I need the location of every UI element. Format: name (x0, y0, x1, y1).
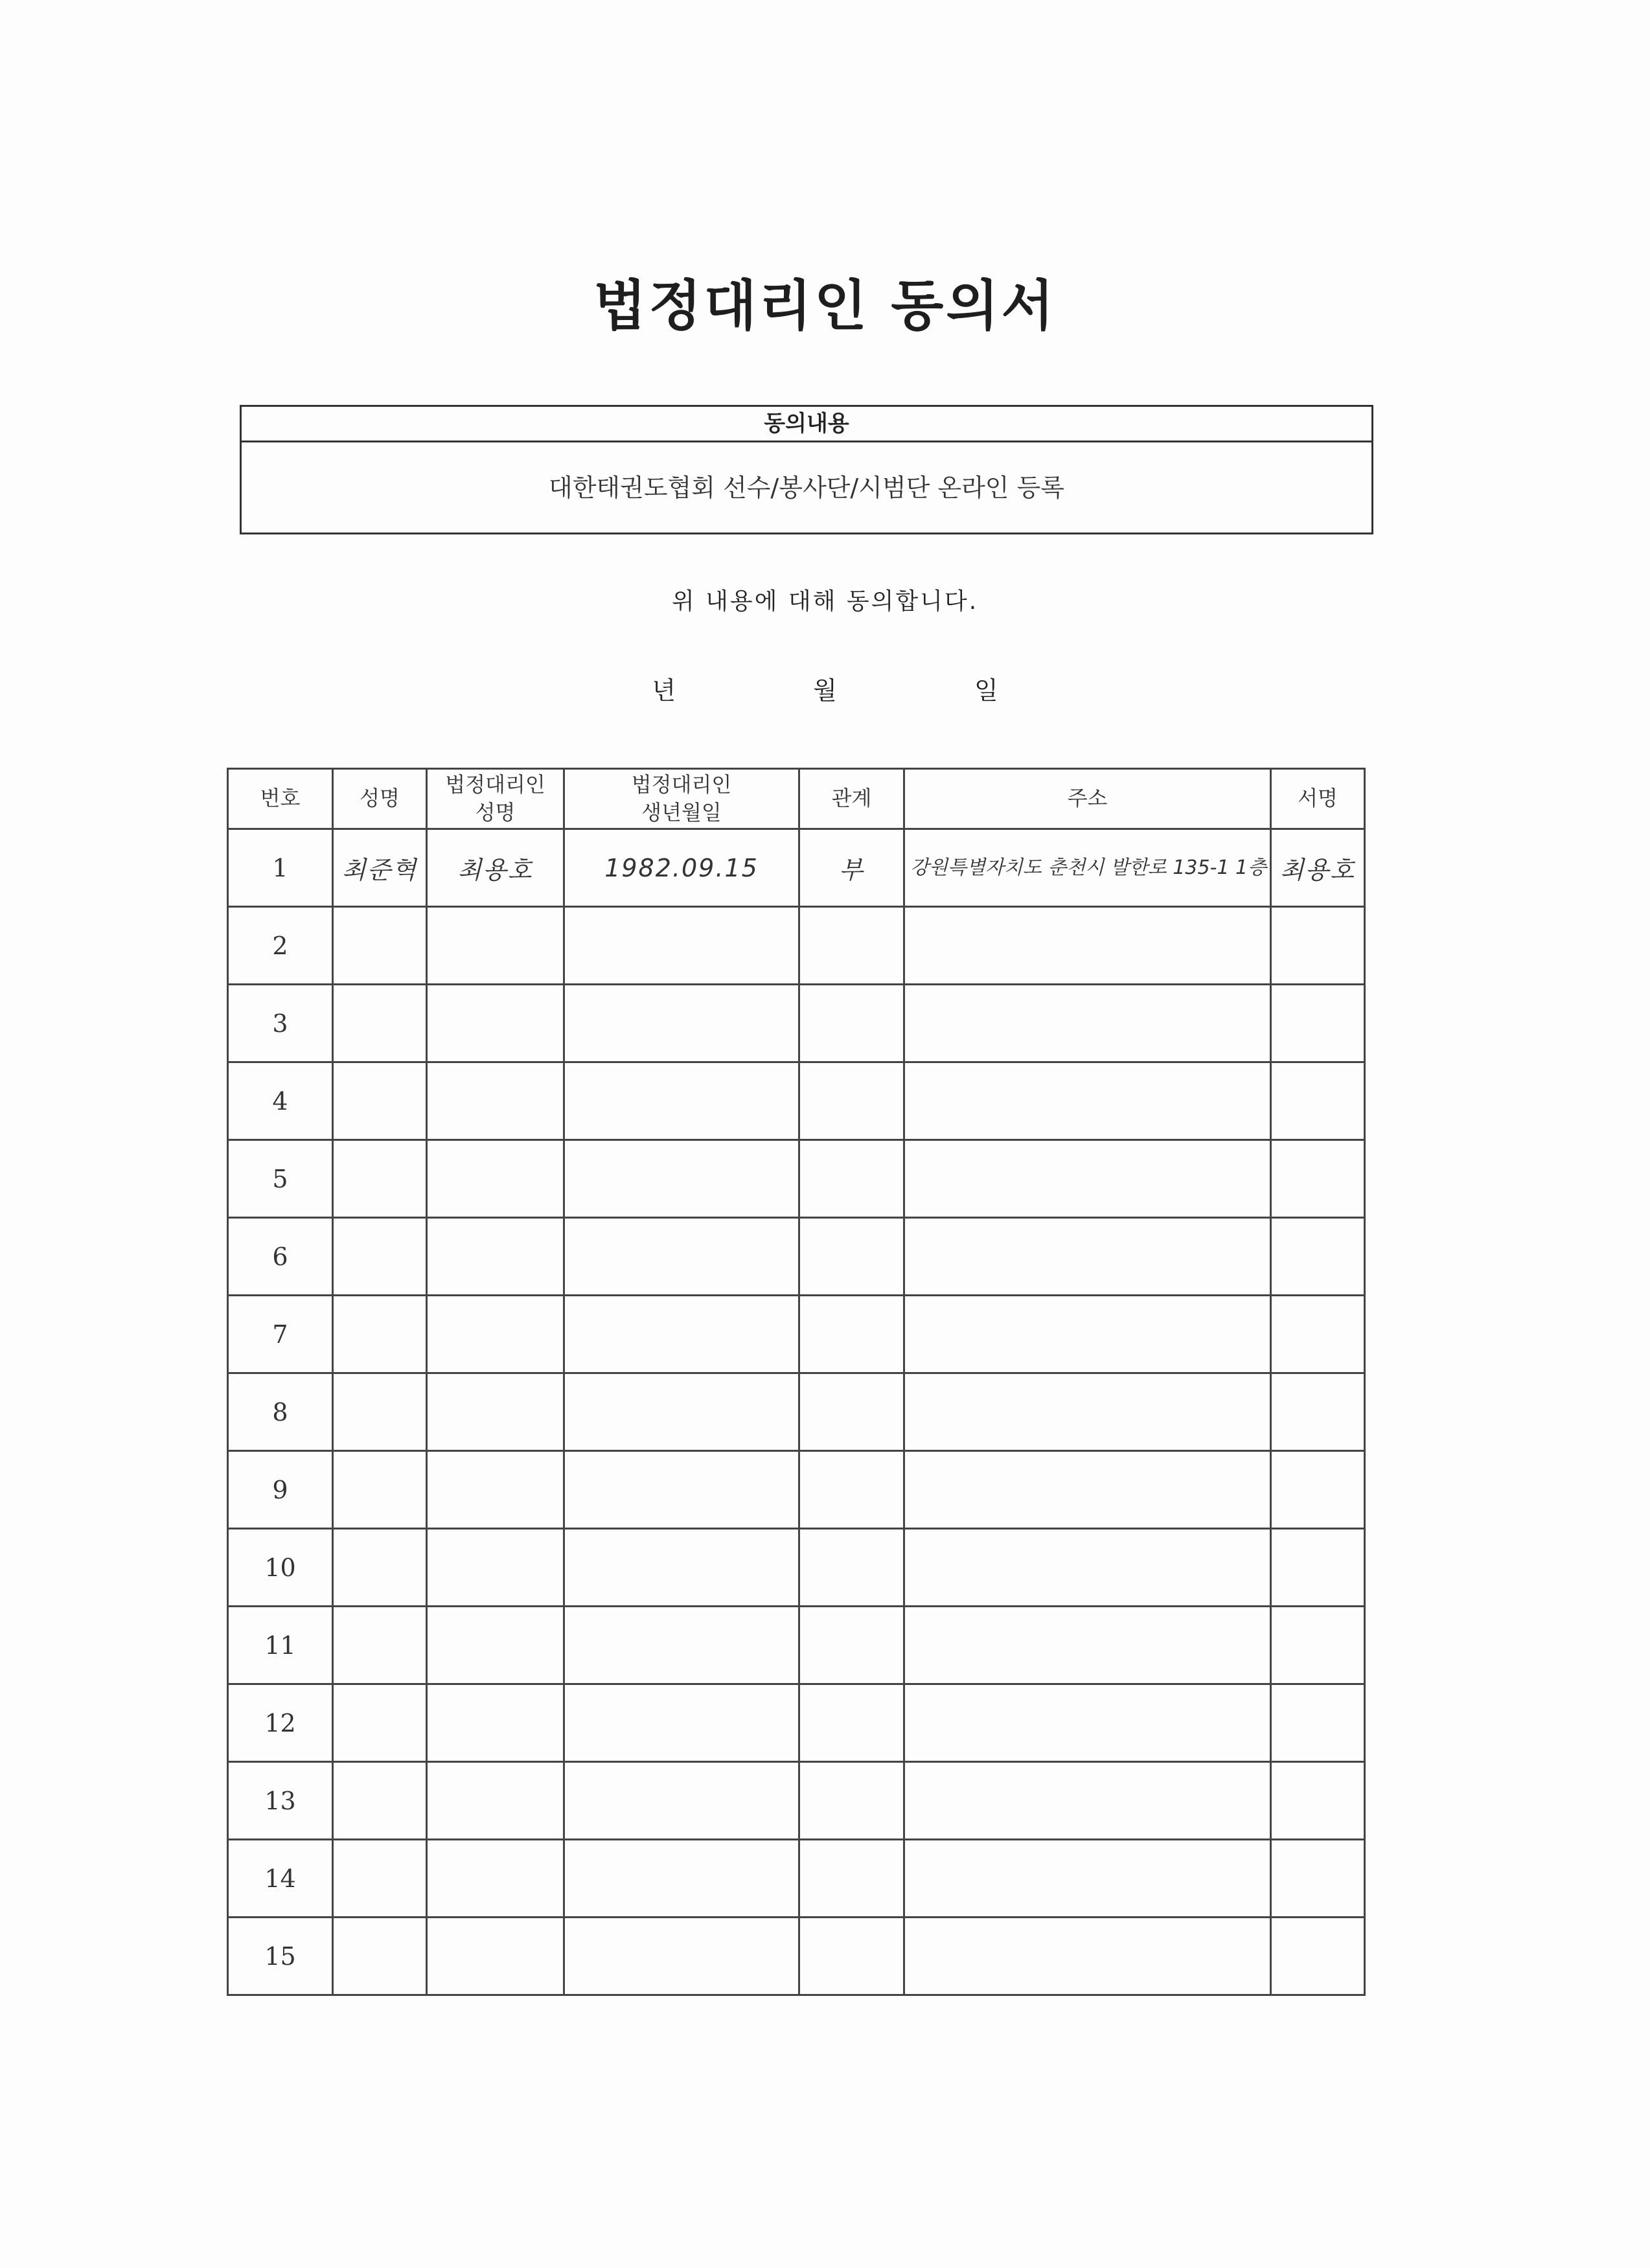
header-guardian-name-line2: 성명 (475, 800, 516, 825)
row-signature (1271, 1451, 1365, 1529)
row-address (904, 1684, 1271, 1762)
row-address (904, 1840, 1271, 1918)
row-name (333, 1451, 427, 1529)
row-signature (1271, 1684, 1365, 1762)
table-row (228, 1684, 1365, 1762)
header-guardian-name (427, 769, 564, 829)
date-year-label: 년 (652, 676, 676, 705)
consent-content-box (240, 405, 1373, 534)
header-number: 번호 (228, 769, 333, 829)
row-relation (799, 1762, 904, 1840)
row-name (333, 1762, 427, 1840)
table-row (228, 1918, 1365, 1995)
consent-header: 동의내용 (242, 407, 1371, 442)
row-number: 6 (228, 1218, 333, 1296)
row-address (904, 985, 1271, 1062)
row-relation (799, 907, 904, 985)
table-row (228, 1762, 1365, 1840)
row-relation (799, 1840, 904, 1918)
row-signature (1271, 1840, 1365, 1918)
row-signature (1271, 1918, 1365, 1995)
row-number: 10 (228, 1529, 333, 1607)
row-guardian-dob (564, 1529, 799, 1607)
row-address (904, 1140, 1271, 1218)
header-guardian-dob-line2: 생년월일 (641, 800, 722, 825)
row-guardian-name (427, 1762, 564, 1840)
row-guardian-name (427, 1840, 564, 1918)
row-guardian-dob (564, 1762, 799, 1840)
row-relation (799, 1684, 904, 1762)
row-guardian-name (427, 907, 564, 985)
row-guardian-name (427, 1684, 564, 1762)
row-address (904, 1296, 1271, 1373)
table-row (228, 985, 1365, 1062)
table-row (228, 1451, 1365, 1529)
table-row (228, 907, 1365, 985)
row-signature (1271, 1140, 1365, 1218)
row-guardian-dob (564, 1296, 799, 1373)
row-signature (1271, 1762, 1365, 1840)
row-signature (1271, 907, 1365, 985)
row-name (333, 907, 427, 985)
row-relation (799, 985, 904, 1062)
row-number: 7 (228, 1296, 333, 1373)
row-address (904, 1607, 1271, 1684)
row-name (333, 1218, 427, 1296)
guardian-table (227, 768, 1366, 1996)
row-guardian-dob (564, 1840, 799, 1918)
header-name: 성명 (333, 769, 427, 829)
row-number: 15 (228, 1918, 333, 1995)
table-row (228, 1373, 1365, 1451)
header-guardian-dob-line1: 법정대리인 (631, 772, 732, 797)
row-address (904, 1373, 1271, 1451)
row-guardian-name (427, 1140, 564, 1218)
date-line (0, 670, 1650, 706)
table-row (228, 1140, 1365, 1218)
row-number: 9 (228, 1451, 333, 1529)
table-row (228, 829, 1365, 907)
row-signature (1271, 1607, 1365, 1684)
row-signature (1271, 1296, 1365, 1373)
table-row (228, 1529, 1365, 1607)
row-name (333, 1607, 427, 1684)
row-relation (799, 1607, 904, 1684)
agreement-statement: 위 내용에 대해 동의합니다. (671, 588, 979, 615)
header-relation: 관계 (799, 769, 904, 829)
row-signature (1271, 985, 1365, 1062)
row-signature (1271, 1529, 1365, 1607)
row-relation (799, 1451, 904, 1529)
row-relation (799, 1062, 904, 1140)
row-guardian-name (427, 1373, 564, 1451)
row-guardian-dob (564, 985, 799, 1062)
row-number: 5 (228, 1140, 333, 1218)
row-relation: 부 (799, 829, 904, 907)
row-guardian-dob (564, 1684, 799, 1762)
row-guardian-name (427, 1218, 564, 1296)
row-number: 11 (228, 1607, 333, 1684)
row-name (333, 1840, 427, 1918)
row-address (904, 1918, 1271, 1995)
row-guardian-dob (564, 1918, 799, 1995)
row-number: 2 (228, 907, 333, 985)
row-guardian-name (427, 1918, 564, 1995)
row-name (333, 1296, 427, 1373)
row-guardian-dob (564, 907, 799, 985)
consent-content: 대한태권도협회 선수/봉사단/시범단 온라인 등록 (548, 474, 1064, 502)
row-name (333, 1062, 427, 1140)
header-address: 주소 (904, 769, 1271, 829)
row-guardian-dob (564, 1062, 799, 1140)
table-row (228, 1062, 1365, 1140)
row-number: 4 (228, 1062, 333, 1140)
row-address: 강원특별자치도 춘천시 발한로 135-1 1층 (904, 829, 1271, 907)
table-row (228, 1296, 1365, 1373)
row-number: 12 (228, 1684, 333, 1762)
row-relation (799, 1140, 904, 1218)
row-signature (1271, 1373, 1365, 1451)
date-month-label: 월 (813, 676, 837, 705)
row-relation (799, 1918, 904, 1995)
document-title: 법정대리인 동의서 (593, 274, 1057, 338)
row-guardian-dob (564, 1373, 799, 1451)
row-name (333, 1918, 427, 1995)
header-guardian-dob (564, 769, 799, 829)
header-guardian-name-line1: 법정대리인 (445, 772, 545, 797)
row-name (333, 1140, 427, 1218)
row-address (904, 1451, 1271, 1529)
row-name (333, 1529, 427, 1607)
row-guardian-name (427, 1451, 564, 1529)
row-relation (799, 1296, 904, 1373)
row-guardian-name (427, 1607, 564, 1684)
row-guardian-name (427, 985, 564, 1062)
row-relation (799, 1529, 904, 1607)
row-guardian-dob (564, 1218, 799, 1296)
row-number: 8 (228, 1373, 333, 1451)
row-guardian-name (427, 1062, 564, 1140)
header-signature: 서명 (1271, 769, 1365, 829)
date-day-label: 일 (974, 676, 998, 705)
row-guardian-dob (564, 1607, 799, 1684)
row-signature: 최용호 (1271, 829, 1365, 907)
table-row (228, 1218, 1365, 1296)
row-address (904, 1218, 1271, 1296)
row-guardian-name (427, 1529, 564, 1607)
row-number: 14 (228, 1840, 333, 1918)
row-name (333, 1684, 427, 1762)
row-relation (799, 1373, 904, 1451)
row-address (904, 1062, 1271, 1140)
row-guardian-name: 최용호 (427, 829, 564, 907)
row-signature (1271, 1062, 1365, 1140)
row-number: 1 (228, 829, 333, 907)
table-row (228, 1840, 1365, 1918)
row-name: 최준혁 (333, 829, 427, 907)
row-relation (799, 1218, 904, 1296)
table-row (228, 1607, 1365, 1684)
row-address (904, 907, 1271, 985)
row-name (333, 1373, 427, 1451)
row-guardian-dob (564, 1140, 799, 1218)
row-guardian-name (427, 1296, 564, 1373)
row-signature (1271, 1218, 1365, 1296)
row-address (904, 1762, 1271, 1840)
row-guardian-dob (564, 1451, 799, 1529)
row-number: 13 (228, 1762, 333, 1840)
row-name (333, 985, 427, 1062)
table-header-row (228, 769, 1365, 829)
row-number: 3 (228, 985, 333, 1062)
row-guardian-dob: 1982.09.15 (564, 829, 799, 907)
row-address (904, 1529, 1271, 1607)
